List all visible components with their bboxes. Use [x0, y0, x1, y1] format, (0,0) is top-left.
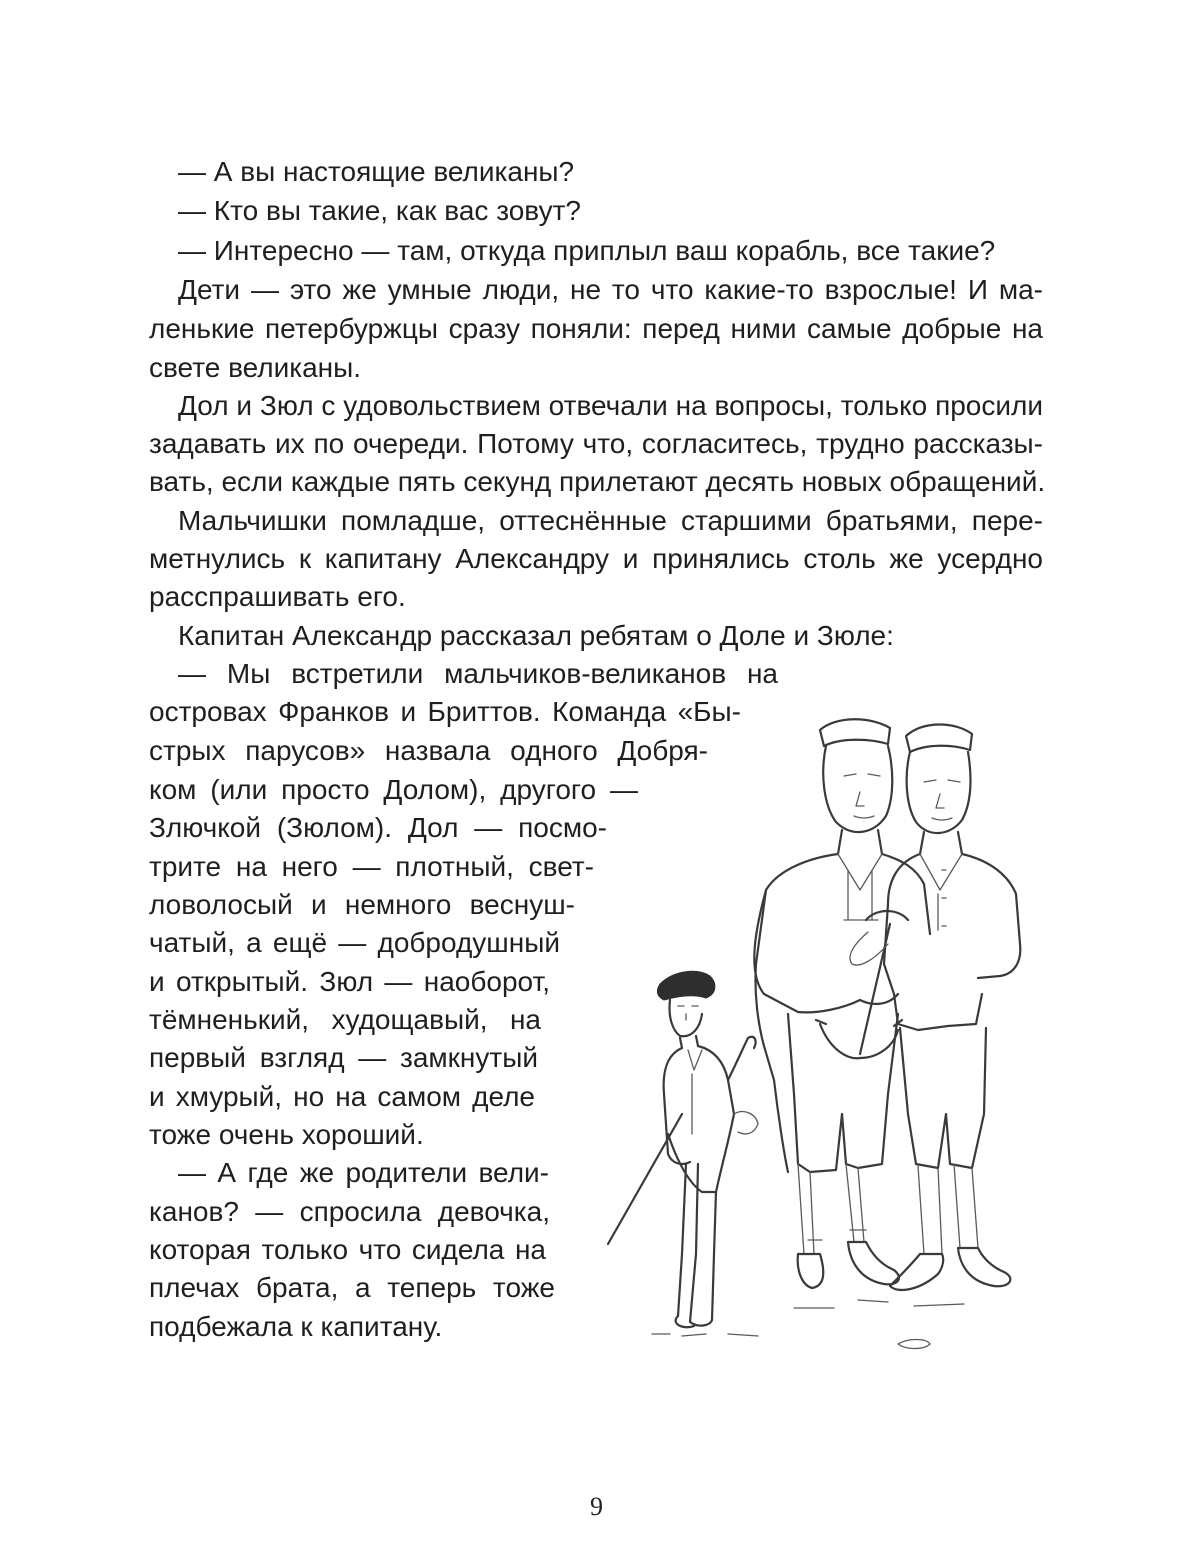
text-line: тоже очень хороший.	[149, 1119, 424, 1150]
text-line: канов? — спросила девочка,	[149, 1196, 550, 1227]
text-line: ловолосый и немного веснуш-	[149, 889, 575, 920]
sailor-dol	[754, 719, 930, 1288]
text-line: метнулись к капитану Александру и принялись столь же усердно	[149, 543, 1043, 574]
text-line: и хмурый, но на самом деле	[149, 1081, 535, 1112]
text-line: стрых парусов» назвала одного Добря-	[149, 735, 708, 766]
text-line: трите на него — плотный, свет-	[149, 851, 594, 882]
text-line: — Кто вы такие, как вас зовут?	[178, 195, 581, 226]
text-line: вать, если каждые пять секунд прилетают десять новых обращений.	[149, 466, 1046, 497]
text-line: — А где же родители вели-	[178, 1157, 549, 1188]
text-line: — Интересно — там, откуда приплыл ваш корабль, все такие?	[178, 235, 996, 266]
text-line: свете великаны.	[149, 352, 362, 383]
ground-marks	[652, 1300, 964, 1349]
text-line: плечах брата, а теперь тоже	[149, 1272, 555, 1303]
text-line: которая только что сидела на	[149, 1234, 546, 1265]
text-line: — Мы встретили мальчиков-великанов на	[178, 658, 778, 689]
text-line: Капитан Александр рассказал ребятам о Доле и Зюле:	[178, 620, 894, 651]
sailor-zyul	[884, 725, 1020, 1291]
text-line: Злючкой (Зюлом). Дол — посмо-	[149, 812, 607, 843]
text-line: тёмненький, худощавый, на	[149, 1004, 541, 1035]
captain-alexander	[608, 971, 758, 1327]
text-line: первый взгляд — замкнутый	[149, 1042, 538, 1073]
text-line: чатый, а ещё — добродушный	[149, 927, 560, 958]
page-number: 9	[590, 1492, 603, 1521]
text-line: и открытый. Зюл — наоборот,	[149, 966, 550, 997]
text-line: ленькие петербуржцы сразу поняли: перед ними самые добрые на	[149, 313, 1043, 344]
text-line: — А вы настоящие великаны?	[178, 156, 575, 187]
sailor-boys-illustration	[598, 694, 1043, 1366]
text-line: Дол и Зюл с удовольствием отвечали на вопросы, только просили	[178, 390, 1043, 421]
text-line: Мальчишки помладше, оттеснённые старшими братьями, пере-	[178, 505, 1043, 536]
text-line: ком (или просто Долом), другого —	[149, 774, 638, 805]
text-line: расспрашивать его.	[149, 581, 406, 612]
text-line: Дети — это же умные люди, не то что какие-то взрослые! И ма-	[178, 274, 1043, 305]
text-line: задавать их по очереди. Потому что, согласитесь, трудно рассказы-	[149, 428, 1043, 459]
text-line: островах Франков и Бриттов. Команда «Бы-	[149, 696, 741, 727]
text-line: подбежала к капитану.	[149, 1311, 443, 1342]
